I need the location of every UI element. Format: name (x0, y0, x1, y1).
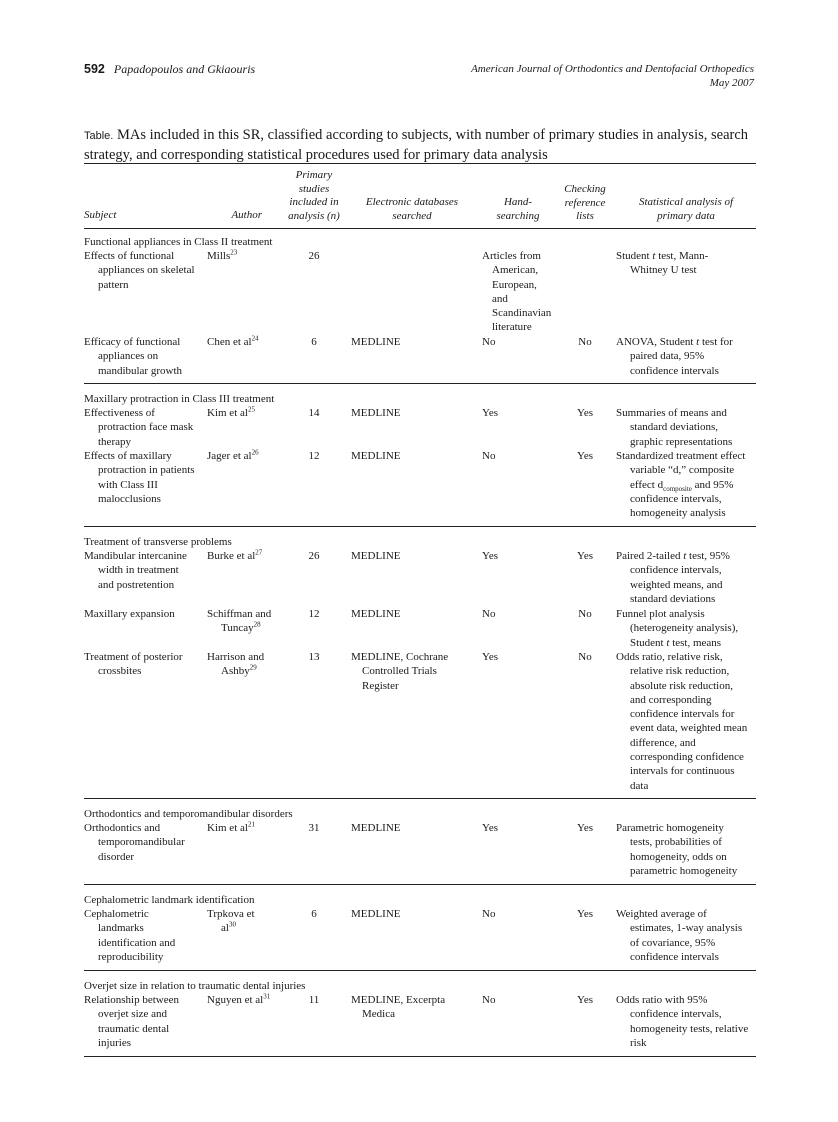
subject-cell (84, 249, 195, 292)
col-header-reference-line: Checking (564, 183, 606, 195)
author-line (207, 821, 255, 835)
author-line (207, 921, 255, 935)
statistical-line (616, 478, 745, 492)
author-line (207, 650, 264, 664)
subject-cell (84, 650, 183, 679)
statistical-line (616, 950, 742, 964)
hand-searching-cell (482, 249, 551, 335)
author-line (207, 621, 271, 635)
statistical-line (616, 506, 745, 520)
reference-lists-cell: Yes (576, 908, 593, 920)
studies-count: 6 (311, 336, 317, 348)
statistical-line (616, 764, 747, 778)
statistical-line (616, 335, 733, 349)
subject-cell (84, 907, 175, 964)
author-name: Tuncay (221, 622, 254, 635)
subject-cell (84, 449, 195, 506)
statistical-text: confidence intervals, (630, 492, 722, 505)
database-line: MEDLINE (351, 608, 401, 620)
statistical-text: and corresponding (630, 693, 712, 706)
hand-searching-line: Scandinavian (492, 307, 552, 320)
statistical-text: tests, probabilities of (630, 836, 722, 849)
subject-line: malocclusions (98, 492, 161, 505)
col-header-databases (350, 196, 474, 223)
col-header-statistical-line: Statistical analysis of (638, 196, 734, 208)
statistical-line (616, 707, 747, 721)
statistical-line (616, 835, 737, 849)
subject-line: Effects of maxillary (84, 450, 172, 462)
author-cell (207, 449, 259, 463)
reference-lists-cell: Yes (576, 450, 593, 462)
author-line (207, 449, 259, 463)
section-title: Orthodontics and temporomandibular disorders (84, 808, 293, 820)
subject-line: temporomandibular (98, 836, 185, 849)
database-line: MEDLINE (351, 550, 401, 562)
statistical-line (616, 406, 732, 420)
author-cell (207, 406, 255, 420)
subject-cell (84, 607, 175, 621)
statistical-line (616, 420, 732, 434)
studies-count: 12 (308, 608, 320, 620)
statistical-line (616, 592, 730, 606)
database-line: MEDLINE, Cochrane (351, 651, 449, 663)
statistical-line (616, 1007, 748, 1021)
statistical-text: difference, and (630, 736, 696, 749)
reference-lists-cell: Yes (576, 550, 593, 562)
subject-line: identification and (98, 936, 176, 949)
running-header-left (84, 62, 255, 77)
subject-line: therapy (98, 435, 131, 448)
studies-count: 13 (308, 651, 320, 663)
statistical-analysis-cell (616, 907, 742, 964)
subject-cell (84, 335, 182, 378)
statistical-text: confidence intervals (630, 364, 719, 377)
section-divider-rule (84, 526, 756, 527)
reference-number: 27 (255, 548, 263, 557)
author-line (207, 249, 237, 263)
statistical-line (616, 349, 733, 363)
author-cell (207, 993, 270, 1007)
page-number: 592 (84, 62, 105, 76)
section-title: Treatment of transverse problems (84, 536, 232, 548)
reference-number: 31 (263, 992, 271, 1001)
subject-line: protraction in patients (98, 464, 195, 477)
statistical-text: paired data, 95% (630, 350, 705, 363)
author-name: Schiffman and (207, 608, 272, 620)
statistical-line (616, 636, 738, 650)
statistical-line (616, 907, 742, 921)
hand-searching-line: American, (492, 264, 539, 277)
statistical-text: estimates, 1-way analysis (630, 922, 743, 935)
statistical-line (616, 693, 747, 707)
subject-line: appliances on skeletal (98, 264, 195, 277)
databases-cell (351, 907, 401, 921)
statistical-text: variable “d,” composite (630, 464, 735, 477)
subject-line: crossbites (98, 665, 142, 678)
statistical-line (616, 607, 738, 621)
statistical-line (616, 679, 747, 693)
statistical-text: Odds ratio, relative risk, (616, 651, 723, 663)
statistical-text: relative risk reduction, (630, 665, 730, 678)
author-cell (207, 650, 264, 679)
col-header-reference (552, 183, 618, 224)
author-line (207, 549, 262, 563)
hand-searching-line: and (492, 292, 508, 305)
table-top-rule (84, 163, 756, 164)
database-line: MEDLINE (351, 407, 401, 419)
statistical-text: Summaries of means and (616, 407, 727, 419)
section-divider-rule (84, 383, 756, 384)
subject-line: traumatic dental (98, 1022, 170, 1035)
subject-line: pattern (98, 278, 129, 291)
author-name: al (221, 922, 229, 935)
author-cell (207, 335, 259, 349)
statistical-line (616, 821, 737, 835)
statistical-text: risk (630, 1036, 647, 1049)
statistical-text: standard deviations, (630, 421, 718, 434)
statistical-line (616, 563, 730, 577)
col-header-hand-line: searching (496, 209, 540, 222)
statistical-analysis-cell (616, 249, 708, 278)
studies-count: 14 (308, 407, 320, 419)
col-header-statistical-line: primary data (657, 209, 715, 222)
author-line (207, 993, 270, 1007)
studies-count: 6 (311, 908, 317, 920)
author-name: Ashby (221, 665, 250, 678)
hand-searching-cell (482, 406, 498, 420)
studies-count: 12 (308, 450, 320, 462)
col-header-studies-line: Primary (295, 169, 333, 181)
subject-line: reproducibility (98, 950, 164, 963)
statistical-analysis-cell (616, 650, 747, 793)
databases-cell (351, 549, 401, 563)
statistical-text: confidence intervals (630, 950, 719, 963)
reference-number: 25 (247, 405, 255, 414)
reference-lists-cell: Yes (576, 994, 593, 1006)
hand-searching-line: Yes (482, 651, 499, 663)
hand-searching-cell (482, 650, 498, 664)
statistical-line (616, 936, 742, 950)
databases-cell (351, 993, 445, 1022)
hand-searching-line: Articles from (482, 250, 541, 262)
hand-searching-cell (482, 821, 498, 835)
hand-searching-line: Yes (482, 822, 499, 834)
statistical-analysis-cell (616, 449, 745, 520)
reference-number: 29 (249, 663, 257, 672)
database-line: MEDLINE (351, 908, 401, 920)
statistical-text: Student t test, means (630, 636, 722, 649)
subject-cell (84, 406, 193, 449)
statistical-text: (heterogeneity analysis), (630, 622, 739, 635)
section-divider-rule (84, 798, 756, 799)
statistical-text: confidence intervals, (630, 564, 722, 577)
statistical-line (616, 750, 747, 764)
subject-line: Treatment of posterior (84, 651, 183, 663)
statistical-line (616, 736, 747, 750)
subject-line: Relationship between (84, 994, 180, 1006)
hand-searching-cell (482, 907, 495, 921)
col-header-hand-line: Hand- (503, 196, 533, 208)
statistical-text: effect d (630, 478, 664, 491)
table-caption-text: MAs included in this SR, classified according to subjects, with number of primary studies in analysis, search strategy, and corresponding statistical procedures used for primary data analysis (84, 127, 749, 163)
reference-number: 30 (228, 920, 236, 929)
section-divider-rule (84, 970, 756, 971)
subject-line: Mandibular intercanine (84, 550, 187, 562)
database-line: MEDLINE, Excerpta (351, 994, 446, 1006)
author-line (207, 664, 264, 678)
studies-count: 26 (308, 550, 320, 562)
col-header-hand (486, 196, 550, 223)
author-name: Jager et al (207, 450, 252, 462)
reference-number: 21 (247, 820, 255, 829)
statistical-text: corresponding confidence (630, 751, 744, 764)
databases-cell (351, 449, 401, 463)
database-line: Register (362, 679, 399, 692)
subscript-composite: composite (663, 484, 692, 493)
databases-cell (351, 335, 401, 349)
author-cell (207, 249, 237, 263)
subject-line: disorder (98, 850, 135, 863)
reference-lists-cell: No (578, 608, 592, 620)
col-header-author: Author (231, 209, 262, 221)
reference-number: 23 (230, 248, 238, 257)
subject-line: mandibular growth (98, 364, 183, 377)
statistical-text: ANOVA, Student t test for (616, 336, 733, 348)
statistical-text: and 95% (691, 478, 734, 491)
hand-searching-line: Yes (482, 550, 499, 562)
statistical-line (616, 1036, 748, 1050)
statistical-text: Standardized treatment effect (616, 450, 746, 462)
author-cell (207, 607, 271, 636)
reference-number: 24 (251, 334, 259, 343)
statistical-line (616, 492, 745, 506)
subject-line: landmarks (98, 922, 144, 935)
hand-searching-line: No (482, 450, 496, 462)
hand-searching-line: Yes (482, 407, 499, 419)
hand-searching-line: No (482, 908, 496, 920)
section-title: Functional appliances in Class II treatment (84, 236, 273, 248)
database-line: MEDLINE (351, 822, 401, 834)
database-line: Controlled Trials (362, 665, 437, 678)
statistical-text: Parametric homogeneity (616, 822, 724, 834)
statistical-text: Odds ratio with 95% (616, 994, 708, 1006)
section-title: Overjet size in relation to traumatic dental injuries (84, 980, 306, 992)
author-name: Burke et al (207, 550, 256, 562)
col-header-databases-line: searched (392, 209, 432, 222)
hand-searching-line: No (482, 994, 496, 1006)
running-header-right (471, 62, 754, 90)
author-line (207, 607, 271, 621)
reference-lists-cell: Yes (576, 822, 593, 834)
statistical-text: standard deviations (630, 592, 716, 605)
statistical-line (616, 1022, 748, 1036)
table-label: Table. (84, 130, 114, 142)
statistical-text: Whitney U test (630, 264, 697, 277)
statistical-line (616, 364, 733, 378)
statistical-text: Student t test, Mann- (616, 250, 709, 262)
statistical-line (616, 549, 730, 563)
statistical-analysis-cell (616, 821, 737, 878)
author-line (207, 907, 255, 921)
section-title: Maxillary protraction in Class III treatment (84, 393, 275, 405)
journal-name: American Journal of Orthodontics and Dentofacial Orthopedics (471, 63, 754, 75)
author-name: Nguyen et al (207, 994, 264, 1006)
statistical-text: homogeneity analysis (630, 507, 726, 520)
subject-line: Effectiveness of (84, 407, 155, 419)
reference-number: 26 (251, 448, 259, 457)
studies-count: 11 (308, 994, 320, 1006)
statistical-line (616, 249, 708, 263)
author-line (207, 406, 255, 420)
section-title: Cephalometric landmark identification (84, 894, 255, 906)
statistical-analysis-cell (616, 607, 738, 650)
statistical-text: homogeneity tests, relative (630, 1022, 749, 1035)
reference-lists-cell: No (578, 336, 592, 348)
hand-searching-line: No (482, 608, 496, 620)
hand-searching-cell (482, 993, 495, 1007)
author-cell (207, 821, 255, 835)
statistical-text: absolute risk reduction, (630, 679, 733, 692)
reference-number: 28 (253, 620, 261, 629)
statistical-text: Weighted average of (616, 908, 707, 920)
statistical-line (616, 921, 742, 935)
reference-lists-cell: No (578, 651, 592, 663)
statistical-text: confidence intervals, (630, 1008, 722, 1021)
statistical-text: weighted means, and (630, 578, 723, 591)
databases-cell (351, 821, 401, 835)
subject-cell (84, 993, 179, 1050)
statistical-line (616, 463, 745, 477)
databases-cell (351, 406, 401, 420)
database-line: MEDLINE (351, 336, 401, 348)
subject-line: width in treatment (98, 564, 179, 577)
statistical-text: intervals for continuous (630, 765, 735, 778)
subject-line: and postretention (98, 578, 175, 591)
statistical-line (616, 993, 748, 1007)
statistical-text: of covariance, 95% (630, 936, 716, 949)
subject-cell (84, 549, 187, 592)
statistical-line (616, 578, 730, 592)
statistical-line (616, 263, 708, 277)
databases-cell (351, 607, 401, 621)
studies-count: 26 (308, 250, 320, 262)
hand-searching-cell (482, 335, 495, 349)
statistical-text: data (630, 779, 649, 792)
statistical-line (616, 449, 745, 463)
table-bottom-rule (84, 1056, 756, 1057)
subject-line: protraction face mask (98, 421, 194, 434)
col-header-reference-line: reference (564, 196, 606, 209)
subject-line: injuries (98, 1036, 131, 1049)
hand-searching-cell (482, 449, 495, 463)
subject-line: Maxillary expansion (84, 608, 175, 620)
subject-line: Orthodontics and (84, 822, 161, 834)
table-header-rule (84, 228, 756, 229)
statistical-text: Paired 2-tailed t test, 95% (616, 550, 730, 562)
col-header-statistical (616, 196, 756, 223)
statistical-analysis-cell (616, 406, 732, 449)
issue-date: May 2007 (709, 77, 754, 89)
running-authors: Papadopoulos and Gkiaouris (113, 62, 256, 76)
statistical-line (616, 664, 747, 678)
section-divider-rule (84, 884, 756, 885)
statistical-line (616, 435, 732, 449)
col-header-studies-line: studies (298, 182, 330, 195)
hand-searching-cell (482, 549, 498, 563)
author-name: Kim et al (207, 407, 248, 419)
statistical-text: event data, weighted mean (630, 722, 748, 735)
col-header-subject: Subject (84, 209, 117, 221)
subject-line: Effects of functional (84, 250, 175, 262)
col-header-studies-line: analysis (n) (288, 209, 340, 222)
statistical-line (616, 779, 747, 793)
statistical-text: confidence intervals for (630, 708, 735, 721)
subject-line: overjet size and (98, 1008, 168, 1021)
statistical-text: parametric homogeneity (630, 864, 738, 877)
statistical-analysis-cell (616, 549, 730, 606)
subject-cell (84, 821, 185, 864)
hand-searching-line: European, (492, 278, 537, 291)
table-caption (84, 126, 756, 165)
subject-line: with Class III (98, 478, 158, 491)
statistical-text: graphic representations (630, 435, 733, 448)
subject-line: Cephalometric (84, 908, 149, 920)
subject-line: appliances on (98, 350, 159, 363)
col-header-reference-line: lists (576, 210, 594, 222)
statistical-line (616, 621, 738, 635)
hand-searching-line: literature (492, 321, 532, 334)
studies-count: 31 (308, 822, 320, 834)
reference-lists-cell: Yes (576, 407, 593, 419)
author-line (207, 335, 259, 349)
database-line: MEDLINE (351, 450, 401, 462)
statistical-text: homogeneity, odds on (630, 850, 727, 863)
col-header-databases-line: Electronic databases (365, 196, 459, 208)
subject-line: Efficacy of functional (84, 336, 181, 348)
author-cell (207, 549, 262, 563)
author-name: Trpkova et (207, 908, 255, 920)
col-header-studies (276, 169, 352, 223)
statistical-line (616, 864, 737, 878)
database-line: Medica (362, 1008, 395, 1021)
author-name: Chen et al (207, 336, 252, 348)
statistical-line (616, 721, 747, 735)
author-name: Kim et al (207, 822, 248, 834)
statistical-line (616, 850, 737, 864)
databases-cell (351, 650, 448, 693)
author-name: Mills (207, 250, 231, 262)
statistical-analysis-cell (616, 993, 748, 1050)
statistical-analysis-cell (616, 335, 733, 378)
hand-searching-cell (482, 607, 495, 621)
statistical-text: Funnel plot analysis (616, 608, 705, 620)
author-name: Harrison and (207, 651, 265, 663)
author-cell (207, 907, 255, 936)
col-header-studies-line: included in (289, 196, 339, 208)
statistical-line (616, 650, 747, 664)
hand-searching-line: No (482, 336, 496, 348)
